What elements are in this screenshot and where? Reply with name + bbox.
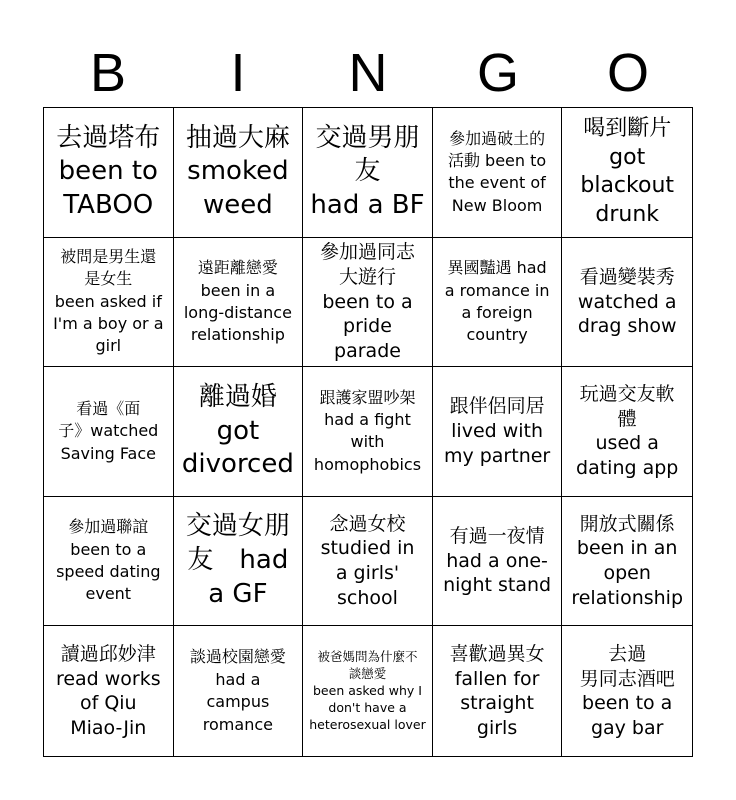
cell-text: 跟伴侶同居 lived with my partner (443, 395, 551, 467)
bingo-cell-r5c3[interactable] (303, 626, 433, 756)
cell-text: 被爸媽問為什麼不 談戀愛 been asked why I don't have a heterosexual lover (309, 649, 426, 732)
cell-text: 交過男朋 友 had a BF (310, 122, 425, 221)
bingo-cell-r1c3[interactable] (303, 108, 433, 238)
bingo-cell-r5c2[interactable] (174, 626, 304, 756)
cell-text: 遠距離戀愛 been in a long-distance relationship (183, 258, 292, 345)
bingo-cell-r5c4[interactable] (433, 626, 563, 756)
cell-text: 參加過聯誼 been to a speed dating event (56, 517, 161, 604)
bingo-cell-r2c1[interactable] (44, 238, 174, 368)
bingo-cell-r3c4[interactable] (433, 367, 563, 497)
cell-text: 談過校園戀愛 had a campus romance (189, 647, 286, 734)
bingo-cell-r5c1[interactable] (44, 626, 174, 756)
bingo-cell-r1c2[interactable] (174, 108, 304, 238)
header-letter-n: N (348, 43, 388, 103)
bingo-cell-r4c4[interactable] (433, 497, 563, 627)
bingo-cell-r4c3[interactable] (303, 497, 433, 627)
cell-text: 抽過大麻 smoked weed (185, 122, 290, 221)
cell-text: 去過塔布 been to TABOO (56, 122, 161, 221)
bingo-cell-r1c4[interactable] (433, 108, 563, 238)
cell-text: 跟護家盟吵架 had a fight with homophobics (313, 387, 422, 474)
bingo-cell-r2c4[interactable] (433, 238, 563, 368)
bingo-cell-r3c2[interactable] (174, 367, 304, 497)
bingo-cell-r3c1[interactable] (44, 367, 174, 497)
bingo-cell-r2c3[interactable] (303, 238, 433, 368)
header-letter-o: O (606, 43, 649, 103)
bingo-cell-r1c1[interactable] (44, 108, 174, 238)
cell-text: 喜歡過異女 fallen for straight girls (449, 642, 545, 739)
cell-text: 讀過邱妙津 read works of Qiu Miao-Jin (55, 642, 161, 739)
bingo-header (43, 40, 693, 106)
cell-text: 開放式關係 been in an open relationship (571, 512, 684, 609)
cell-text: 有過一夜情 had a one- night stand (443, 525, 552, 597)
cell-text: 念過女校 studied in a girls' school (320, 512, 415, 609)
header-letter-b: B (89, 43, 127, 103)
bingo-cell-r3c3[interactable] (303, 367, 433, 497)
cell-text: 交過女朋 友 had a GF (185, 511, 290, 609)
bingo-cell-r2c5[interactable] (562, 238, 692, 368)
cell-text: 參加過同志 大遊行 been to a pride parade (319, 241, 415, 362)
cell-text: 被問是男生還 是女生 been asked if I'm a boy or a girl (53, 246, 164, 356)
cell-text: 看過《面 子》watched Saving Face (58, 398, 159, 463)
cell-text: 去過 男同志酒吧 been to a gay bar (579, 642, 675, 739)
bingo-cell-r4c1[interactable] (44, 497, 174, 627)
cell-text: 參加過破土的 活動 been to the event of New Bloom (447, 128, 547, 215)
cell-text: 玩過交友軟 體 used a dating app (576, 383, 679, 480)
cell-text: 離過婚 got divorced (181, 381, 294, 480)
bingo-cell-r2c2[interactable] (174, 238, 304, 368)
bingo-cell-r5c5[interactable] (562, 626, 692, 756)
bingo-cell-r4c5[interactable] (562, 497, 692, 627)
header-letter-i: I (230, 43, 246, 103)
bingo-cell-r1c5[interactable] (562, 108, 692, 238)
bingo-cell-r3c5[interactable] (562, 367, 692, 497)
header-letter-g: G (476, 43, 519, 103)
bingo-board (43, 107, 693, 757)
bingo-cell-r4c2[interactable] (174, 497, 304, 627)
cell-text: 異國豔遇 had a romance in a foreign country (444, 258, 550, 345)
cell-text: 看過變裝秀 watched a drag show (577, 265, 677, 338)
cell-text: 喝到斷片 got blackout drunk (580, 116, 675, 227)
